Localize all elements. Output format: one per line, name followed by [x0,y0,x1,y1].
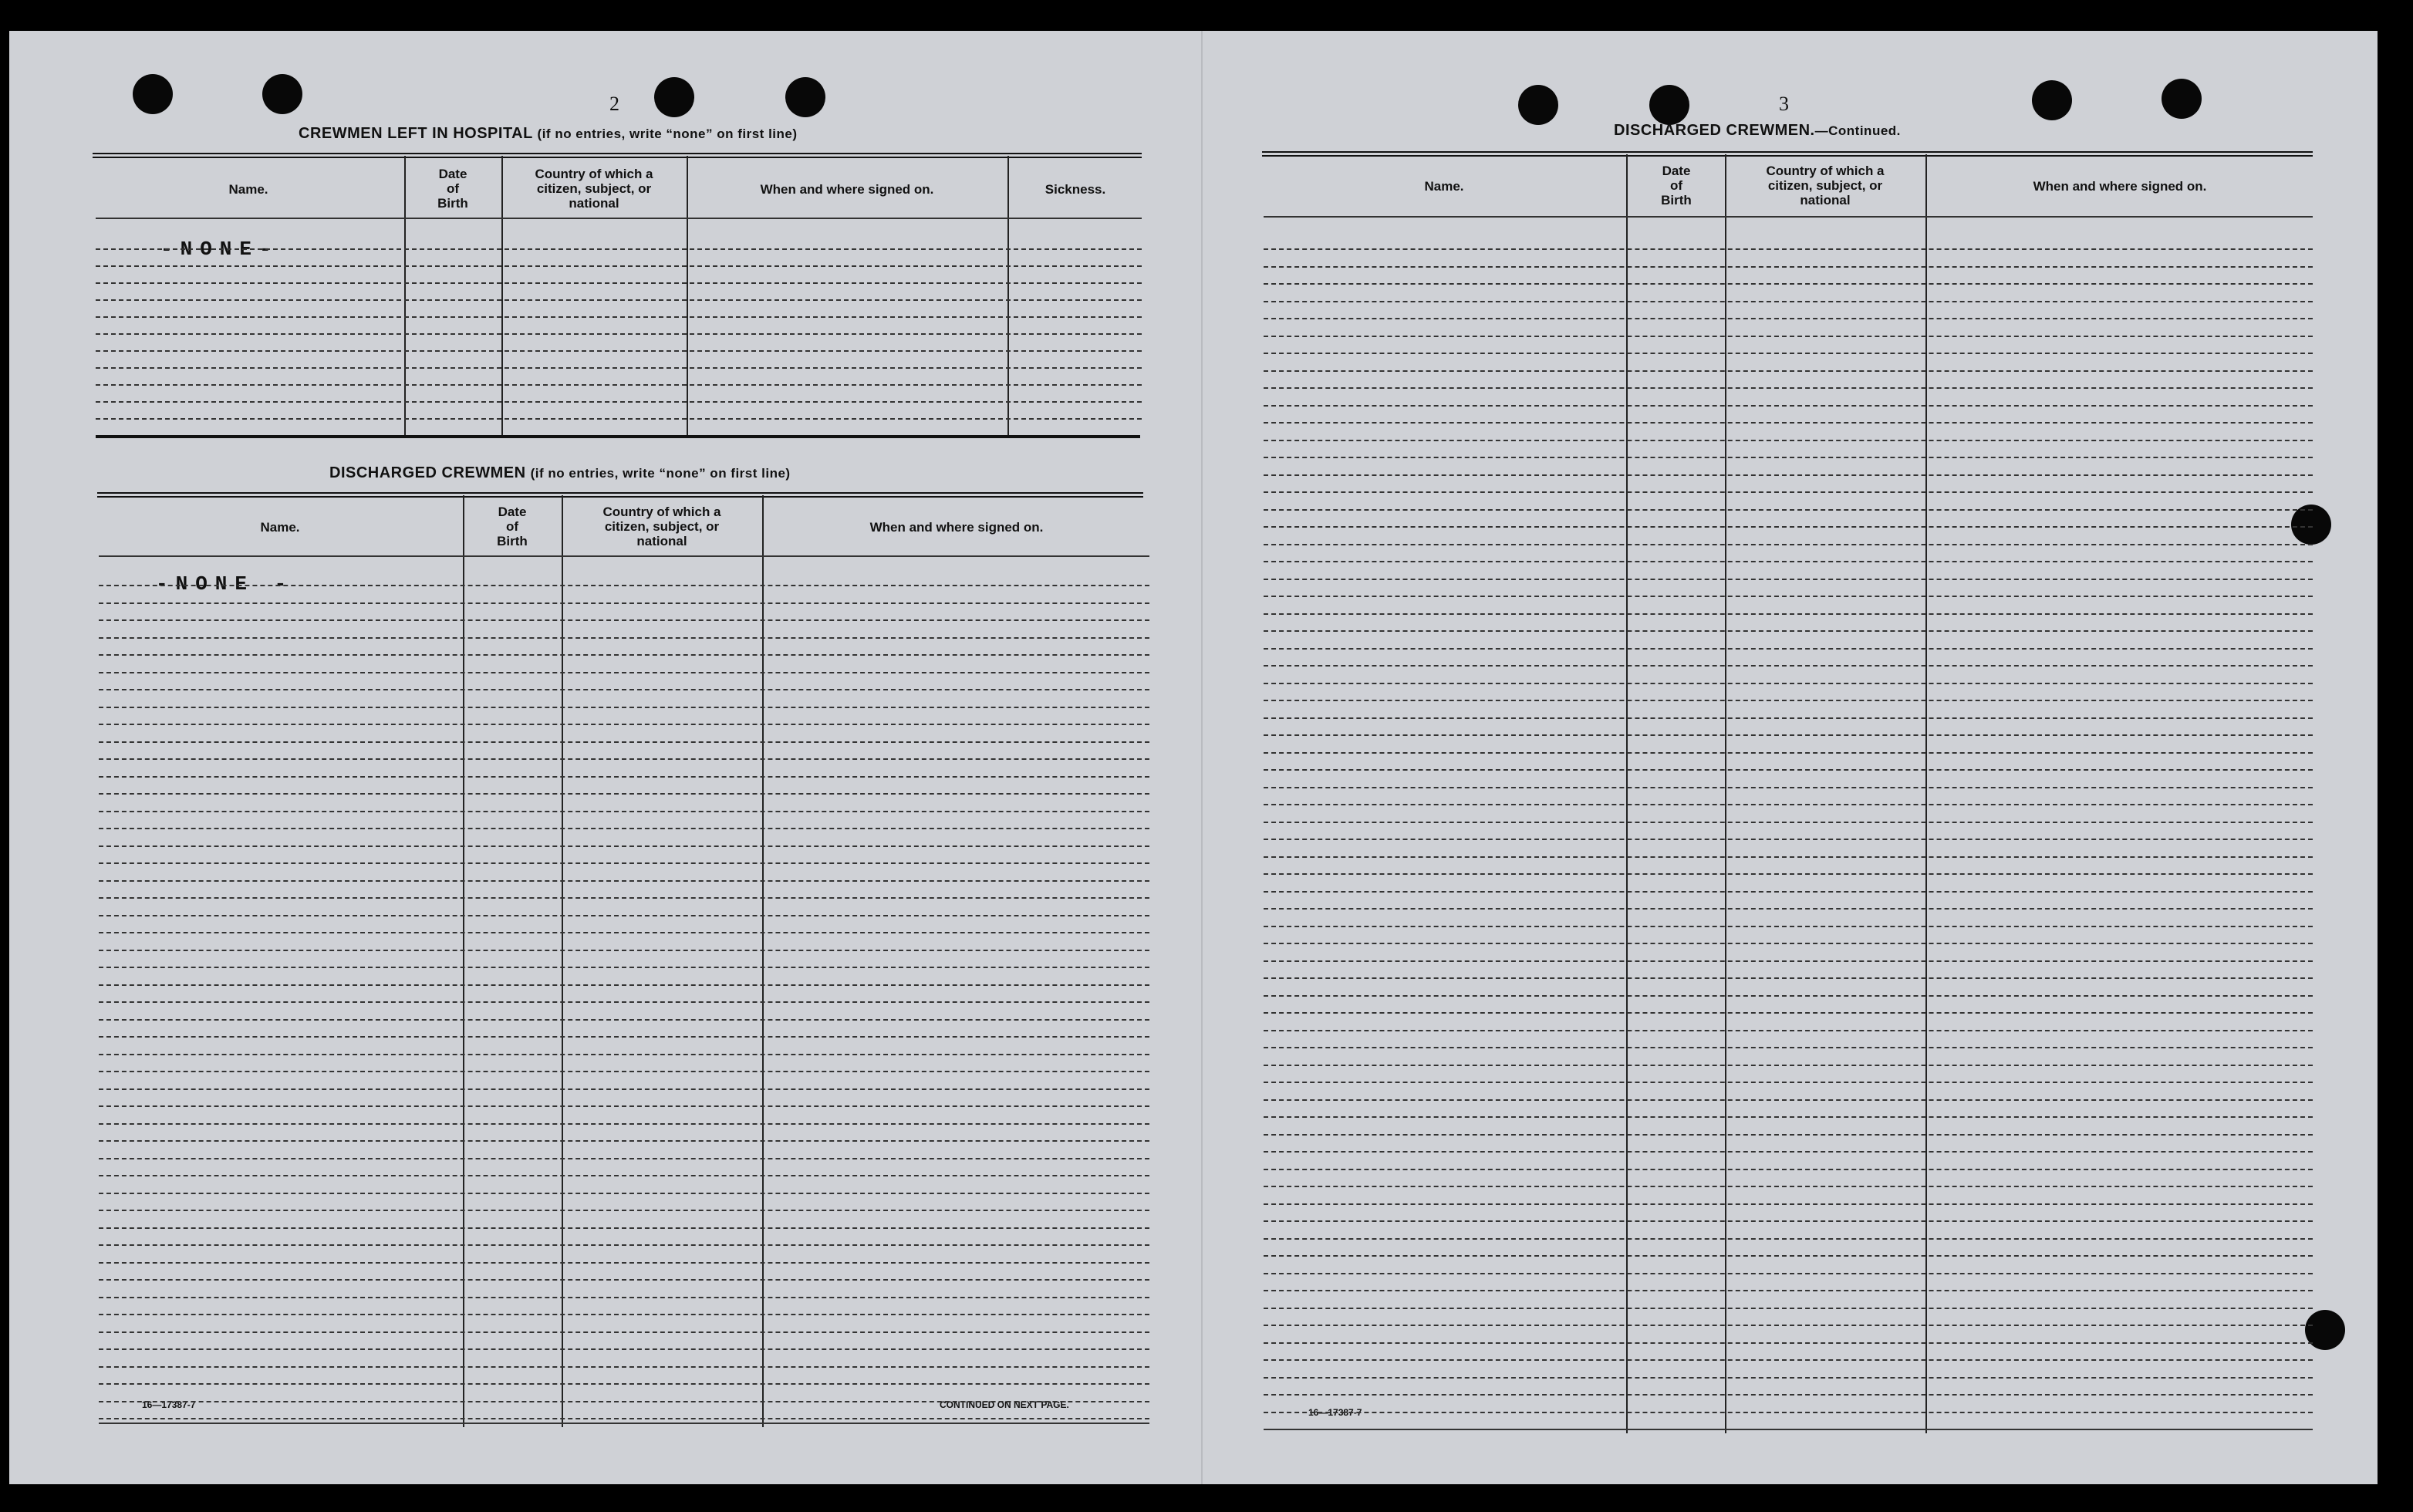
hospital-dotted-row [96,265,1142,267]
right-dotted-row [1264,266,2313,268]
punch-hole [133,74,173,114]
right-dotted-row [1264,509,2313,511]
discharged-dotted-row [99,1262,1149,1264]
discharged-dotted-row [99,1054,1149,1055]
right-dotted-row [1264,387,2313,389]
discharged-dotted-row [99,862,1149,864]
right-dotted-row [1264,1065,2313,1066]
right-dotted-row [1264,873,2313,875]
punch-hole [2291,505,2331,545]
right-dotted-row [1264,804,2313,805]
discharged-col-dob [464,505,560,548]
right-dotted-row [1264,1151,2313,1153]
hospital-col-name: Name. [228,182,268,197]
right-dotted-row [1264,630,2313,632]
right-col-signed: When and where signed on. [2033,179,2207,194]
discharged-col-country-text: Country of which a citizen, subject, or national [602,505,721,548]
page-fold [1201,31,1203,1484]
right-dotted-row [1264,1169,2313,1170]
discharged-dotted-row [99,1279,1149,1281]
right-dotted-row [1264,787,2313,788]
right-dotted-row [1264,248,2313,250]
right-dotted-row [1264,283,2313,285]
hospital-top-rule [93,153,1142,158]
right-title-suffix: —Continued. [1814,123,1901,138]
discharged-dotted-row [99,585,1149,586]
discharged-dotted-row [99,828,1149,829]
discharged-dotted-row [99,1297,1149,1298]
hospital-dotted-row [96,401,1142,403]
right-dotted-row [1264,734,2313,736]
right-header-rule [1264,216,2313,218]
discharged-dotted-row [99,1193,1149,1194]
right-dotted-row [1264,613,2313,615]
hospital-col-country [503,167,685,211]
discharged-dotted-row [99,880,1149,882]
discharged-dotted-row [99,1331,1149,1333]
right-col-dob-text: Date of Birth [1661,164,1692,208]
punch-hole [2032,80,2072,120]
hospital-column-divider [687,156,688,435]
hospital-title-text: CREWMEN LEFT IN HOSPITAL [299,125,533,142]
hospital-dotted-row [96,248,1142,250]
discharged-dotted-row [99,915,1149,916]
hospital-column-divider [1007,156,1009,435]
hospital-dotted-row [96,299,1142,301]
hospital-dotted-row [96,418,1142,420]
hospital-title-note: (if no entries, write “none” on first line) [537,127,798,141]
hospital-column-divider [404,156,406,435]
discharged-column-divider [562,495,563,1427]
right-dotted-row [1264,700,2313,701]
right-dotted-row [1264,353,2313,354]
punch-hole [2305,1310,2345,1350]
discharged-dotted-row [99,1401,1149,1402]
discharged-dotted-row [99,1175,1149,1176]
discharged-dotted-row [99,672,1149,673]
discharged-col-country [563,505,761,548]
discharged-dotted-row [99,845,1149,847]
right-dotted-row [1264,1290,2313,1291]
right-dotted-row [1264,1203,2313,1205]
right-dotted-row [1264,491,2313,493]
hospital-col-sickness: Sickness. [1045,182,1106,197]
right-dotted-row [1264,596,2313,597]
discharged-dotted-row [99,1001,1149,1003]
hospital-header-rule [96,218,1142,219]
punch-hole [262,74,302,114]
discharged-dotted-row [99,602,1149,604]
hospital-column-divider [501,156,503,435]
right-dotted-row [1264,1359,2313,1361]
form-number: 16—17387-7 [1308,1407,1362,1418]
right-dotted-row [1264,474,2313,476]
right-dotted-row [1264,683,2313,684]
discharged-dotted-row [99,689,1149,690]
page-number: 3 [1779,93,1789,115]
discharged-dotted-row [99,1418,1149,1419]
discharged-dotted-row [99,1105,1149,1107]
discharged-top-rule [97,492,1143,498]
right-dotted-row [1264,717,2313,719]
right-dotted-row [1264,995,2313,997]
right-col-country-text: Country of which a citizen, subject, or national [1766,164,1885,208]
discharged-dotted-row [99,1019,1149,1021]
discharged-section-title [329,464,791,482]
discharged-dotted-row [99,637,1149,639]
hospital-dotted-row [96,367,1142,369]
discharged-dotted-row [99,1071,1149,1072]
right-dotted-row [1264,405,2313,407]
discharged-dotted-row [99,1314,1149,1315]
right-dotted-row [1264,1116,2313,1118]
right-dotted-row [1264,1394,2313,1396]
discharged-dotted-row [99,967,1149,968]
punch-hole [1649,85,1689,125]
hospital-col-dob [406,167,500,211]
right-dotted-row [1264,856,2313,858]
right-dotted-row [1264,648,2313,650]
hospital-col-signed: When and where signed on. [760,182,934,197]
right-col-country [1726,164,1924,208]
discharged-dotted-row [99,984,1149,986]
right-column-divider [1925,154,1927,1433]
right-dotted-row [1264,440,2313,441]
discharged-dotted-row [99,724,1149,725]
right-title-text: DISCHARGED CREWMEN. [1614,122,1815,139]
discharged-dotted-row [99,758,1149,760]
punch-hole [1518,85,1558,125]
hospital-section-title [299,125,798,143]
discharged-dotted-row [99,1158,1149,1159]
hospital-dotted-row [96,384,1142,386]
right-dotted-row [1264,926,2313,927]
discharged-column-divider [463,495,464,1427]
hospital-bottom-rule [96,435,1140,438]
discharged-dotted-row [99,654,1149,656]
right-dotted-row [1264,370,2313,372]
right-dotted-row [1264,526,2313,528]
right-dotted-row [1264,891,2313,893]
right-dotted-row [1264,336,2313,337]
right-dotted-row [1264,1047,2313,1048]
hospital-dotted-row [96,316,1142,318]
discharged-dotted-row [99,1383,1149,1385]
right-dotted-row [1264,1030,2313,1031]
punch-hole [2162,79,2202,119]
right-dotted-row [1264,1220,2313,1222]
right-dotted-row [1264,822,2313,823]
right-dotted-row [1264,1273,2313,1274]
hospital-dotted-row [96,350,1142,352]
discharged-dotted-row [99,776,1149,778]
right-column-divider [1626,154,1628,1433]
right-section-title [1614,122,1901,140]
right-dotted-row [1264,665,2313,667]
right-dotted-row [1264,943,2313,944]
hospital-dotted-row [96,333,1142,335]
right-dotted-row [1264,1082,2313,1083]
form-sheet [9,31,2378,1484]
right-dotted-row [1264,1342,2313,1344]
discharged-bottom-rule [99,1423,1149,1424]
right-dotted-row [1264,977,2313,979]
discharged-dotted-row [99,741,1149,743]
right-dotted-row [1264,301,2313,302]
discharged-dotted-row [99,1140,1149,1142]
discharged-dotted-row [99,1210,1149,1211]
discharged-col-signed: When and where signed on. [869,520,1044,535]
page-number: 2 [609,93,619,115]
punch-hole [785,77,825,117]
right-dotted-row [1264,1377,2313,1379]
right-bottom-rule [1264,1429,2313,1430]
discharged-dotted-row [99,793,1149,795]
right-top-rule [1262,151,2313,157]
hospital-entry-none: -NONE- [160,238,279,261]
right-dotted-row [1264,1238,2313,1240]
discharged-dotted-row [99,1036,1149,1038]
right-dotted-row [1264,1308,2313,1309]
discharged-header-rule [99,555,1149,557]
discharged-dotted-row [99,932,1149,933]
right-dotted-row [1264,579,2313,580]
right-dotted-row [1264,1186,2313,1187]
discharged-dotted-row [99,707,1149,708]
right-dotted-row [1264,1099,2313,1101]
right-dotted-row [1264,752,2313,754]
discharged-title-text: DISCHARGED CREWMEN [329,464,526,481]
right-dotted-row [1264,1255,2313,1257]
right-dotted-row [1264,561,2313,562]
hospital-col-country-text: Country of which a citizen, subject, or national [535,167,653,211]
right-dotted-row [1264,422,2313,424]
discharged-dotted-row [99,897,1149,899]
discharged-dotted-row [99,1348,1149,1350]
right-col-dob [1628,164,1725,208]
right-dotted-row [1264,1325,2313,1326]
right-dotted-row [1264,769,2313,771]
punch-hole [654,77,694,117]
right-dotted-row [1264,960,2313,962]
discharged-column-divider [762,495,764,1427]
discharged-dotted-row [99,1123,1149,1125]
discharged-dotted-row [99,1244,1149,1246]
right-col-name: Name. [1424,179,1464,194]
hospital-dotted-row [96,282,1142,284]
right-dotted-row [1264,318,2313,319]
right-column-divider [1725,154,1726,1433]
right-dotted-row [1264,544,2313,545]
discharged-col-name: Name. [260,520,300,535]
discharged-dotted-row [99,1088,1149,1090]
right-dotted-row [1264,839,2313,840]
right-dotted-row [1264,457,2313,458]
discharged-dotted-row [99,1366,1149,1368]
right-dotted-row [1264,1134,2313,1136]
form-number: 16—17387-7 [142,1399,196,1410]
discharged-dotted-row [99,1227,1149,1229]
discharged-dotted-row [99,811,1149,812]
discharged-dotted-row [99,950,1149,951]
right-dotted-row [1264,1412,2313,1413]
discharged-entry-none: -NONE - [156,572,295,596]
right-dotted-row [1264,908,2313,910]
discharged-col-dob-text: Date of Birth [497,505,528,548]
hospital-col-dob-text: Date of Birth [437,167,468,211]
discharged-title-note: (if no entries, write “none” on first line) [530,466,791,481]
right-dotted-row [1264,1012,2313,1014]
continued-note: CONTINUED ON NEXT PAGE. [940,1399,1069,1410]
discharged-dotted-row [99,619,1149,621]
